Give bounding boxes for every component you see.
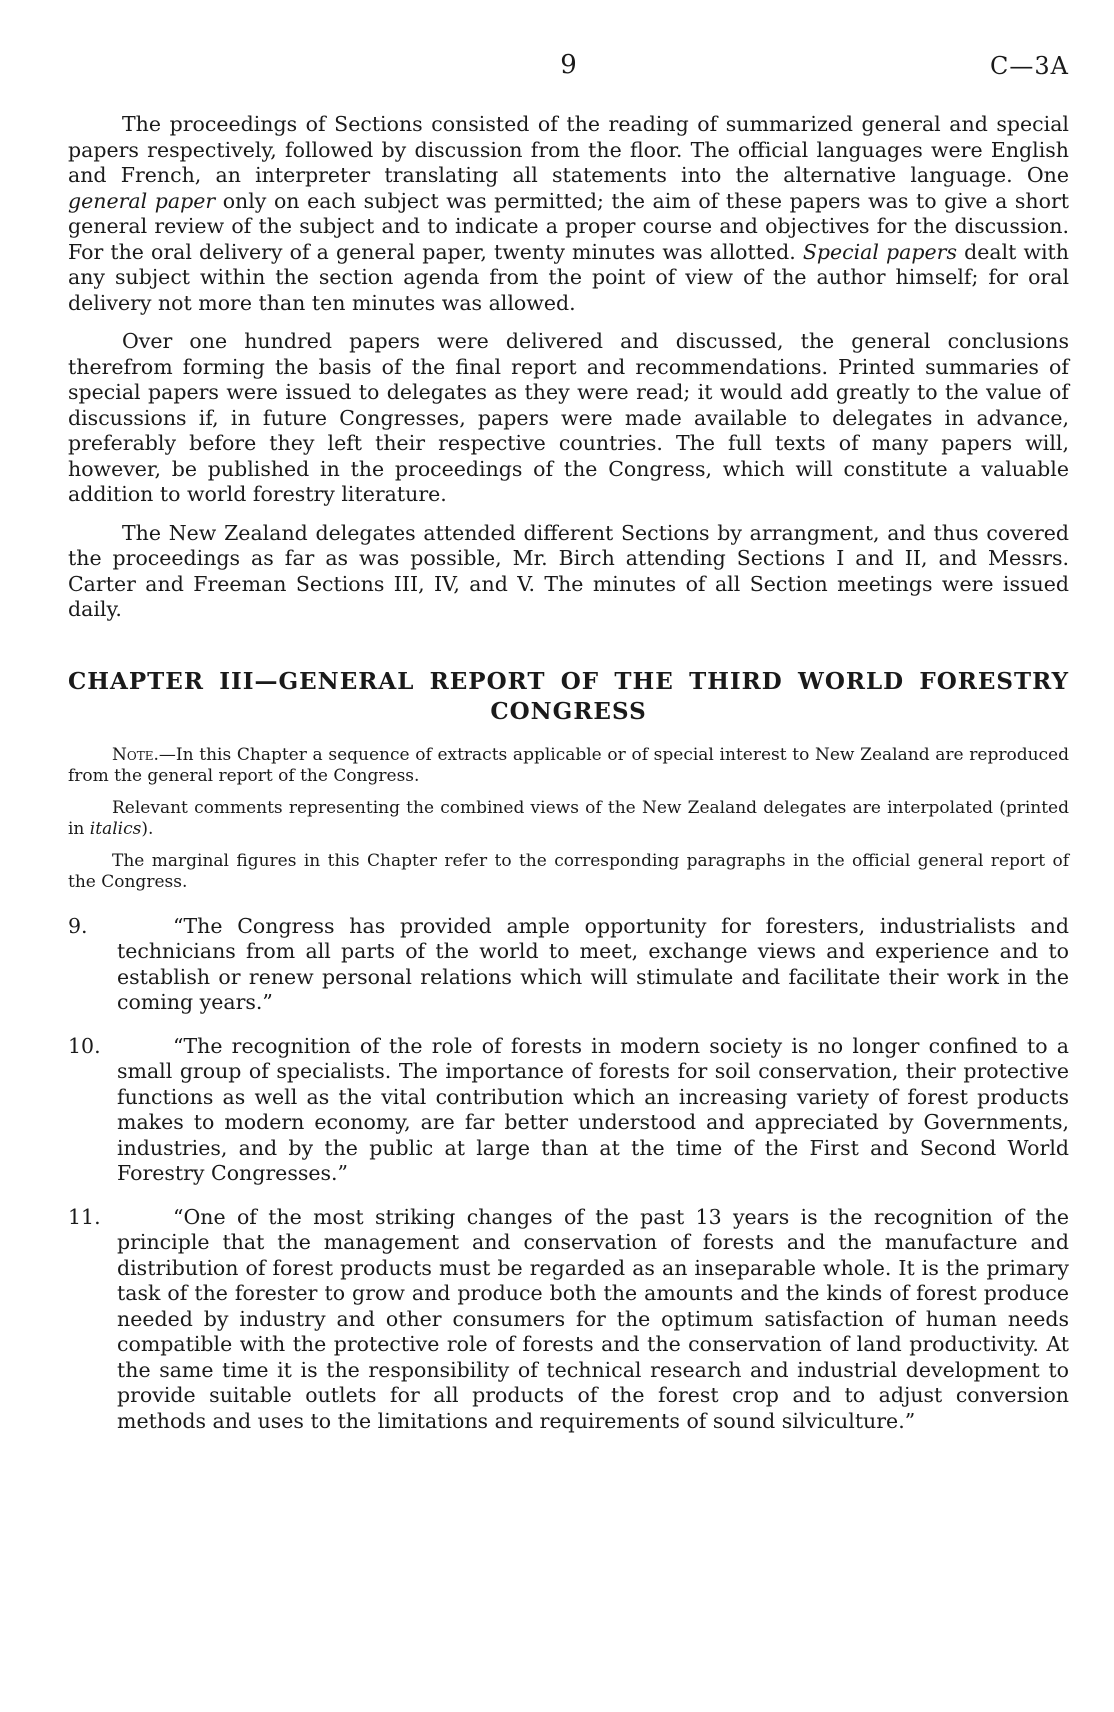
marginal-number: 10. [68,1033,101,1058]
marginal-number: 9. [68,913,88,938]
report-extracts [68,914,1069,1435]
paragraph-papers: Over one hundred papers were delivered and discussed, the general conclusions therefrom forming the basis of the final report and recommendations. Printed summaries of special papers were issued to delegates as they were read; it would add greatly to the value of discussions if, in future Congresses, papers were made available to delegates in advance, preferably before they left their respective countries. The full texts of many papers will, however, be published in the proceedings of the Congress, which will constitute a valuable addition to world forestry literature. [68,329,1069,506]
report-paragraph-11 [68,1205,1069,1435]
note-label: Note. [112,744,159,765]
page-number: 9 [560,50,577,80]
paragraph-text: “The recognition of the role of forests in modern society is no longer confined to a small group of specialists. The importance of forests for soil conservation, their protective functions as well as the vital contribution which an increasing variety of forest products makes to modern economy, are far better understood and appreciated by Governments, industries, and by the public at large than at the time of the First and Second World Forestry Congresses.” [117,1033,1069,1185]
chapter-title-line-2: CONGRESS [490,697,647,725]
paragraph-proceedings [68,112,1069,316]
note-relevant-comments [68,798,1069,841]
term-general-paper: general paper [68,188,216,213]
text-run: dealt with any subject within the section agenda from the point of view of the author himself; for oral delivery not more than ten minutes was allowed. [68,239,1069,315]
text-run: ). [141,819,154,839]
intro-section [68,112,1069,623]
italics-word: italics [89,819,142,839]
page-header [68,0,1069,112]
paragraph-text: “One of the most striking changes of the past 13 years is the recognition of the principle that the management and conservation of forests and the manufacture and distribution of forest products must be regarded as an inseparable whole. It is the primary task of the forester to grow and produce both the amounts and the kinds of forest produce needed by industry and other consumers for the optimum satisfaction of human needs compatible with the protective role of forests and the conservation of land productivity. At the same time it is the responsibility of technical research and industrial development to provide suitable outlets for all products of the forest crop and to adjust conversion methods and uses to the limitations and requirements of sound silviculture.” [117,1204,1069,1433]
term-special-papers: Special papers [802,239,957,264]
chapter-notes [68,745,1069,894]
note-text: —In this Chapter a sequence of extracts applicable or of special interest to New Zealand are reproduced from the general report of the Congress. [68,744,1069,786]
document-code: C—3A [990,52,1069,80]
text-run: only on each subject was permitted; the aim of these papers was to give a short general review of the subject and to indicate a proper course and objectives for the discussion. For the oral delivery of a general paper, twenty minutes was allotted. [68,188,1069,264]
chapter-title-line-1: CHAPTER III—GENERAL REPORT OF THE THIRD WORLD FORESTRY [68,667,1069,695]
text-run: The proceedings of Sections consisted of the reading of summarized general and special papers respectively, followed by discussion from the floor. The official languages were English and French, an interpreter translating all statements into the alternative language. One [68,112,1069,187]
paragraph-text: “The Congress has provided ample opportunity for foresters, industrialists and technicians from all parts of the world to meet, exchange views and experience and to establish or renew personal relations which will stimulate and facilitate their work in the coming years.” [117,913,1069,1014]
marginal-number: 11. [68,1204,101,1229]
text-run: Relevant comments representing the combined views of the New Zealand delegates are interpolated (printed in [68,797,1069,839]
note-marginal-figures: The marginal figures in this Chapter refer to the corresponding paragraphs in the official general report of the Congress. [68,850,1069,892]
chapter-heading [68,667,1069,727]
paragraph-delegates: The New Zealand delegates attended different Sections by arrangment, and thus covered the proceedings as far as was possible, Mr. Birch attending Sections I and II, and Messrs. Carter and Freeman Sections III, IV, and V. The minutes of all Section meetings were issued daily. [68,520,1069,621]
note-extracts [68,745,1069,788]
report-paragraph-10 [68,1034,1069,1187]
report-paragraph-9 [68,914,1069,1016]
